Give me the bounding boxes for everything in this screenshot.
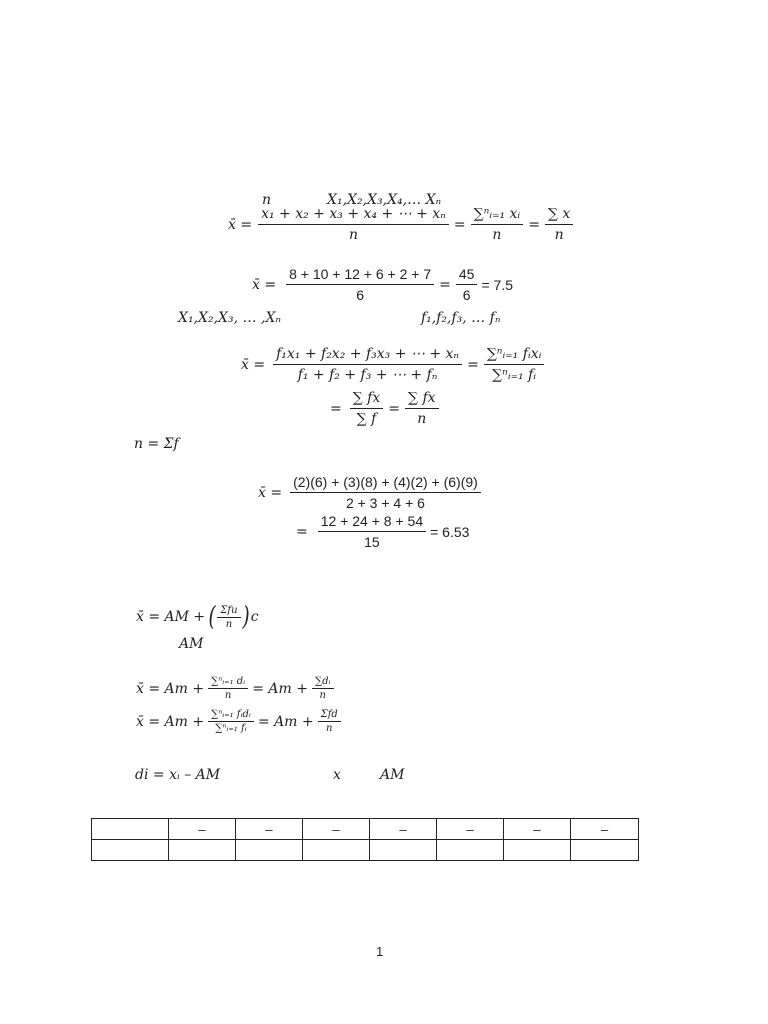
- eq4-reduced-denominator: 15: [364, 534, 380, 550]
- eq5-inner-fraction: [217, 605, 240, 630]
- am-label: AM: [179, 636, 204, 652]
- eq1-sum-fraction: [471, 206, 524, 243]
- eq2-numerator: 8 + 10 + 12 + 6 + 2 + 7: [286, 266, 434, 285]
- eq6-numerator: ∑ⁿᵢ₌₁ dᵢ: [208, 676, 248, 689]
- eq1-short-numerator: ∑ x: [545, 206, 573, 225]
- table-cell: –: [504, 819, 571, 840]
- eq5-suffix: c: [250, 609, 259, 625]
- eq3-fraction: [273, 346, 462, 383]
- di-definition: di = xᵢ – AM: [135, 767, 221, 783]
- eq3-f-denominator: ∑ f: [356, 411, 377, 427]
- table-row: [92, 840, 639, 861]
- eq5-lhs: x̄ = AM +: [136, 609, 206, 625]
- table-cell: [169, 840, 236, 861]
- eq6-short-numerator: ∑dᵢ: [312, 676, 334, 689]
- eq4-reduced-fraction: [318, 513, 426, 550]
- table-cell: –: [303, 819, 370, 840]
- eq1-short-fraction: [545, 206, 573, 243]
- x-values-label: X₁,X₂,X₃, … ,Xₙ: [178, 310, 282, 326]
- eq7-numerator: ∑ⁿᵢ₌₁ fᵢdᵢ: [208, 709, 254, 722]
- page-number: 1: [376, 944, 384, 959]
- table-cell: [303, 840, 370, 861]
- equation-mean-basic: x̄ = $\frac{\text{x₁ + x₂ + x₃ + x₄ + ⋯ + xₙ}}{n}$ = $\frac{\text{∑ⁿᵢ₌₁ xᵢ}}{n}$ = $\frac{\sum x}{n}$: [228, 206, 573, 243]
- eq6-short-denominator: n: [319, 690, 326, 701]
- eq4-result: = 6.53: [430, 523, 470, 540]
- eq3-fx-n-numerator: ∑ fx: [405, 390, 439, 409]
- equation-weighted-example: [258, 474, 481, 511]
- equation-mean-example: x̄ = $\frac{8 + 10 + 12 + 6 + 2 + 7}{6}$ = $\frac{45}{6}$ = 7.5: [252, 266, 513, 303]
- eq3-sum-denominator: ∑ⁿᵢ₌₁ fᵢ: [492, 367, 537, 383]
- table-cell: [504, 840, 571, 861]
- f-values-label: f₁,f₂,f₃, … fₙ: [421, 310, 501, 326]
- eq3-fx-f-fraction: [350, 390, 384, 427]
- eq4-lhs: x̄ =: [258, 484, 283, 501]
- eq7-lhs: x̄ = Am +: [136, 713, 205, 730]
- eq2-reduced-fraction: [456, 266, 478, 303]
- eq2-reduced-denominator: 6: [462, 287, 471, 303]
- eq2-denominator: 6: [356, 287, 365, 303]
- eq2-reduced-numerator: 45: [456, 266, 478, 285]
- equation-assumed-mean-weighted: [136, 709, 341, 734]
- eq1-sum-denominator: n: [492, 227, 502, 243]
- eq2-fraction: [286, 266, 434, 303]
- table-cell: [236, 840, 303, 861]
- table-cell: –: [370, 819, 437, 840]
- eq3-sum-fraction: [484, 346, 545, 383]
- eq6-denominator: n: [224, 690, 232, 701]
- data-table: [91, 818, 639, 861]
- table-cell: –: [437, 819, 504, 840]
- eq7-short-fraction: [318, 709, 341, 734]
- di-x-label: x: [333, 767, 341, 783]
- eq3-sum-numerator: ∑ⁿᵢ₌₁ fᵢxᵢ: [484, 346, 545, 365]
- table-cell: [92, 819, 169, 840]
- equation-weighted-mean: x̄ = $\frac{\text{f₁x₁ + f₂x₂ + f₃x₃ + ⋯ + xₙ}}{\text{f₁ + f₂ + f₃ + ⋯ + fₙ}}$ = $\frac{\text{∑ⁿᵢ₌₁ fᵢxᵢ}}{\text{∑ⁿᵢ₌₁ fᵢ}}$: [241, 346, 544, 383]
- eq7-fraction: [208, 709, 254, 734]
- di-am-label: AM: [380, 767, 405, 783]
- eq4-denominator: 2 + 3 + 4 + 6: [345, 495, 425, 511]
- eq6-fraction: [208, 676, 248, 701]
- eq5-inner-denominator: n: [225, 618, 233, 630]
- eq7-mid: = Am +: [257, 713, 314, 730]
- eq1-sum-numerator: ∑ⁿᵢ₌₁ xᵢ: [471, 206, 524, 225]
- eq6-lhs: x̄ = Am +: [136, 680, 205, 697]
- equation-weighted-example-result: = $\frac{12 + 24 + 8 + 54}{15}$ = 6.53: [296, 513, 470, 550]
- eq6-short-fraction: [312, 676, 334, 701]
- eq1-lhs: x̄ =: [228, 216, 253, 233]
- eq1-denominator: n: [348, 227, 358, 243]
- eq3-fx-n-denominator: n: [417, 411, 427, 427]
- eq3-denominator: f₁ + f₂ + f₃ + ⋯ + fₙ: [297, 367, 438, 383]
- table-cell: [571, 840, 639, 861]
- eq7-short-denominator: n: [326, 723, 333, 734]
- table-row: [92, 819, 639, 840]
- eq6-mid: = Am +: [252, 680, 308, 697]
- eq2-lhs: x̄ =: [252, 276, 277, 293]
- table-cell: –: [571, 819, 639, 840]
- eq5-inner-numerator: Σfu: [217, 605, 240, 618]
- eq3-fx-n-fraction: [405, 390, 439, 427]
- table-cell: [370, 840, 437, 861]
- eq1-fraction: [258, 206, 449, 243]
- table-cell: [437, 840, 504, 861]
- eq7-short-numerator: Σfd: [318, 709, 341, 722]
- table-cell: [92, 840, 169, 861]
- eq3-lhs: x̄ =: [241, 356, 266, 373]
- equation-assumed-mean-coded: x̄ = AM + ( $\frac{\text{Σfu}}{n}$ ) c: [136, 602, 259, 632]
- x-list: X₁,X₂,X₃,X₄,… Xₙ: [327, 192, 442, 208]
- eq2-result: = 7.5: [481, 276, 513, 293]
- equation-assumed-mean-deviation: [136, 676, 334, 701]
- eq3-fx-numerator: ∑ fx: [350, 390, 384, 409]
- eq4-reduced-numerator: 12 + 24 + 8 + 54: [318, 513, 426, 532]
- eq1-short-denominator: n: [554, 227, 564, 243]
- eq4-fraction: [290, 474, 481, 511]
- table-cell: –: [169, 819, 236, 840]
- eq1-numerator: x₁ + x₂ + x₃ + x₄ + ⋯ + xₙ: [258, 206, 449, 225]
- eq7-denominator: ∑ⁿᵢ₌₁ fᵢ: [215, 723, 247, 734]
- table-cell: –: [236, 819, 303, 840]
- eq4-numerator: (2)(6) + (3)(8) + (4)(2) + (6)(9): [290, 474, 481, 493]
- n-definition: n = Σf: [134, 436, 179, 452]
- eq3-numerator: f₁x₁ + f₂x₂ + f₃x₃ + ⋯ + xₙ: [273, 346, 462, 365]
- n-label: n: [262, 192, 272, 208]
- equation-weighted-mean-short: = $\frac{\sum fx}{\sum f}$ = $\frac{\sum fx}{n}$: [330, 390, 439, 427]
